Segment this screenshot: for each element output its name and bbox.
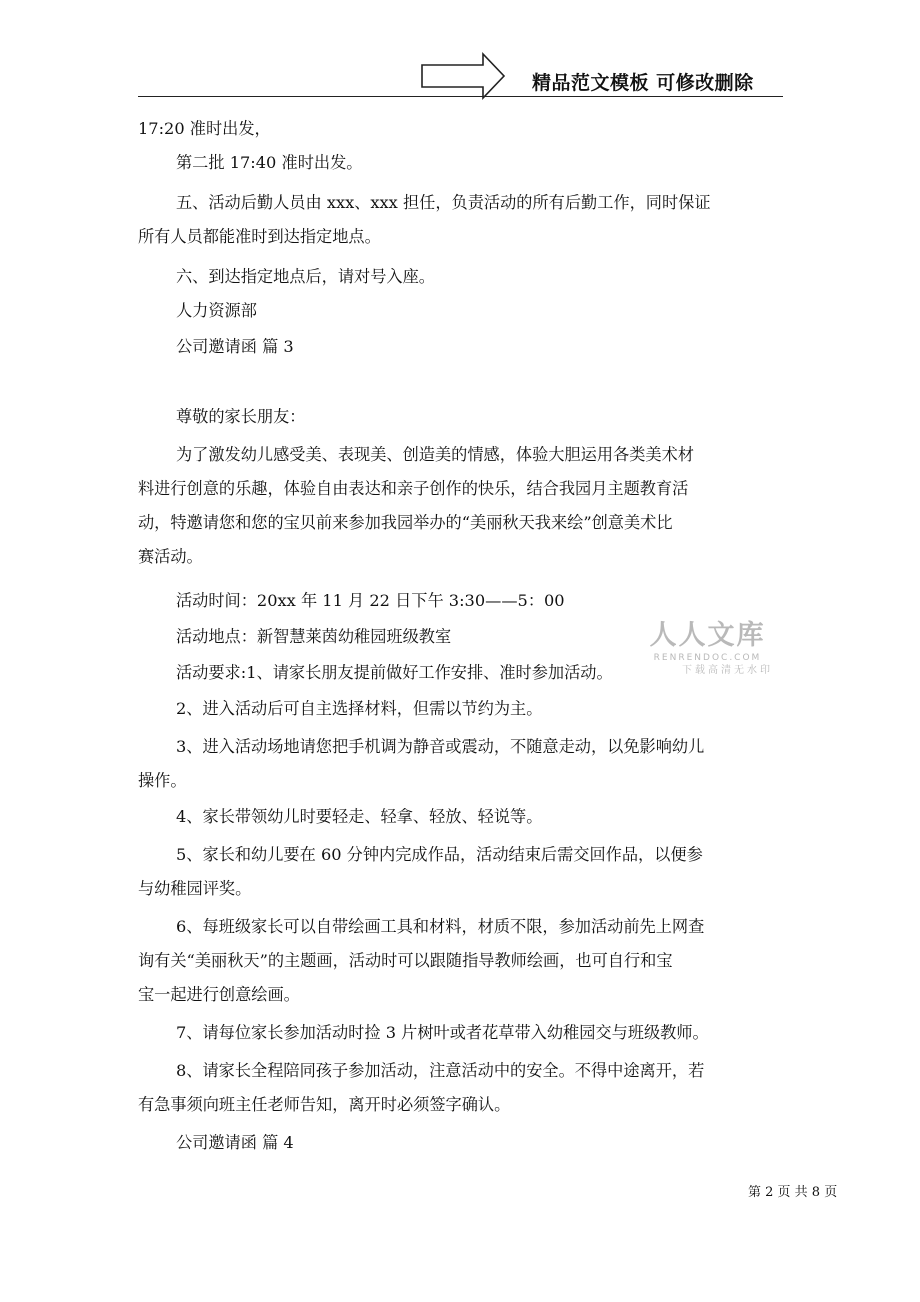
paragraph-seating — [138, 260, 788, 294]
section-heading-3 — [138, 330, 788, 364]
watermark-url: RENRENDOC.COM — [653, 653, 762, 663]
text-line: 活动时间：20xx 年 11 月 22 日下午 3:30——5：00 — [176, 591, 565, 610]
text-line: 五、活动后勤人员由 xxx、xxx 担任，负责活动的所有后勤工作，同时保证 — [176, 193, 711, 212]
text-line: 询有关“美丽秋天”的主题画，活动时可以跟随指导教师绘画，也可自行和宝 — [138, 951, 673, 970]
text-line: 活动地点：新智慧莱茵幼稚园班级教室 — [176, 627, 452, 646]
paragraph-activity-time — [138, 584, 788, 618]
header-divider — [138, 96, 783, 97]
text-line: 料进行创意的乐趣，体验自由表达和亲子创作的快乐，结合我园月主题教育活 — [138, 479, 689, 498]
text-line: 4、家长带领幼儿时要轻走、轻拿、轻放、轻说等。 — [176, 807, 543, 826]
text-line: 3、进入活动场地请您把手机调为静音或震动，不随意走动，以免影响幼儿 — [176, 737, 705, 756]
paragraph-logistics — [138, 186, 788, 254]
text-line: 所有人员都能准时到达指定地点。 — [138, 227, 381, 246]
text-line: 公司邀请函 篇 4 — [176, 1133, 294, 1152]
section-heading-4 — [138, 1126, 788, 1160]
text-line: 5、家长和幼儿要在 60 分钟内完成作品，活动结束后需交回作品，以便参 — [176, 845, 703, 864]
paragraph-requirement-8 — [138, 1054, 788, 1122]
paragraph-department — [138, 294, 788, 328]
paragraph-requirement-3 — [138, 730, 788, 798]
paragraph-departure-first — [138, 112, 788, 146]
paragraph-requirement-2 — [138, 692, 788, 726]
text-line: 动，特邀请您和您的宝贝前来参加我园举办的“美丽秋天我来绘”创意美术比 — [138, 513, 673, 532]
text-line: 赛活动。 — [138, 547, 203, 566]
page-number: 第 2 页 共 8 页 — [748, 1185, 838, 1200]
text-line: 17:20 准时出发， — [138, 119, 271, 138]
text-line: 六、到达指定地点后，请对号入座。 — [176, 267, 435, 286]
text-line: 8、请家长全程陪同孩子参加活动，注意活动中的安全。不得中途离开，若 — [176, 1061, 705, 1080]
paragraph-requirement-4 — [138, 800, 788, 834]
text-line: 2、进入活动后可自主选择材料，但需以节约为主。 — [176, 699, 543, 718]
paragraph-departure-second — [138, 146, 788, 180]
text-line: 操作。 — [138, 771, 187, 790]
paragraph-requirement-6 — [138, 910, 788, 1012]
text-line: 人力资源部 — [176, 301, 257, 320]
watermark-logo — [640, 620, 775, 678]
text-line: 有急事须向班主任老师告知，离开时必须签字确认。 — [138, 1095, 511, 1114]
paragraph-invitation — [138, 438, 788, 574]
paragraph-requirement-5 — [138, 838, 788, 906]
text-line: 为了激发幼儿感受美、表现美、创造美的情感，体验大胆运用各类美术材 — [176, 445, 694, 464]
paragraph-salutation — [138, 400, 788, 434]
header-title: 精品范文模板 可修改删除 — [532, 72, 754, 94]
text-line: 7、请每位家长参加活动时捡 3 片树叶或者花草带入幼稚园交与班级教师。 — [176, 1023, 709, 1042]
text-line: 宝一起进行创意绘画。 — [138, 985, 300, 1004]
watermark-main-text: 人人文库 — [649, 620, 766, 651]
text-line: 公司邀请函 篇 3 — [176, 337, 294, 356]
text-line: 第二批 17:40 准时出发。 — [176, 153, 363, 172]
text-line: 与幼稚园评奖。 — [138, 879, 252, 898]
text-line: 尊敬的家长朋友： — [176, 407, 306, 426]
paragraph-requirement-7 — [138, 1016, 788, 1050]
text-line: 6、每班级家长可以自带绘画工具和材料，材质不限，参加活动前先上网查 — [176, 917, 705, 936]
watermark-subtext: 下载高清无水印 — [682, 665, 773, 676]
text-line: 活动要求:1、请家长朋友提前做好工作安排、准时参加活动。 — [176, 663, 613, 682]
